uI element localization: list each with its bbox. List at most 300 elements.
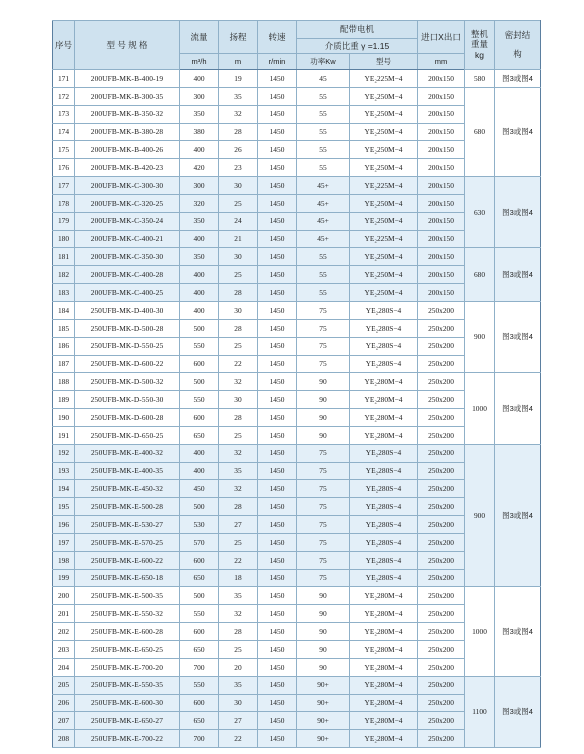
cell-speed: 1450 [258,587,297,605]
cell-speed: 1450 [258,391,297,409]
cell-power: 75 [297,480,350,498]
cell-seq: 189 [53,391,75,409]
cell-motor-model: YE₂280S−4 [350,462,418,480]
cell-head: 25 [219,337,258,355]
cell-flow: 400 [180,444,219,462]
cell-motor-model: YE₂280M−4 [350,623,418,641]
cell-seq: 178 [53,194,75,212]
cell-power: 75 [297,337,350,355]
cell-flow: 550 [180,337,219,355]
cell-power: 90 [297,623,350,641]
cell-model: 250UFB-MK-E-650-27 [75,712,180,730]
cell-motor-model: YE₂280M−4 [350,641,418,659]
cell-flow: 350 [180,248,219,266]
cell-speed: 1450 [258,462,297,480]
cell-speed: 1450 [258,730,297,748]
cell-motor-model: YE₂250M−4 [350,194,418,212]
cell-model: 250UFB-MK-E-600-28 [75,623,180,641]
cell-seq: 177 [53,177,75,195]
cell-speed: 1450 [258,480,297,498]
cell-power: 75 [297,551,350,569]
cell-motor-model: YE₂280M−4 [350,409,418,427]
cell-motor-model: YE₂280S−4 [350,498,418,516]
cell-flow: 420 [180,159,219,177]
header-power: 功率Kw [297,54,350,70]
cell-motor-model: YE₂250M−4 [350,141,418,159]
cell-model: 200UFB-MK-B-420-23 [75,159,180,177]
cell-flow: 400 [180,141,219,159]
cell-speed: 1450 [258,409,297,427]
table-row [53,373,541,391]
cell-model: 200UFB-MK-C-300-30 [75,177,180,195]
cell-model: 250UFB-MK-E-600-30 [75,694,180,712]
cell-motor-model: YE₂250M−4 [350,284,418,302]
cell-port: 200x150 [418,248,465,266]
header-port-unit: mm [418,54,465,70]
cell-flow: 600 [180,623,219,641]
cell-flow: 600 [180,551,219,569]
cell-head: 22 [219,551,258,569]
cell-head: 32 [219,480,258,498]
cell-speed: 1450 [258,694,297,712]
cell-seal: 图3或图4 [495,444,541,587]
cell-flow: 500 [180,319,219,337]
cell-weight: 580 [465,70,495,88]
header-model: 型 号 规 格 [75,21,180,70]
cell-head: 32 [219,105,258,123]
cell-speed: 1450 [258,516,297,534]
cell-head: 30 [219,248,258,266]
cell-flow: 300 [180,177,219,195]
cell-port: 250x200 [418,551,465,569]
cell-power: 55 [297,87,350,105]
cell-port: 250x200 [418,319,465,337]
cell-seq: 200 [53,587,75,605]
cell-head: 23 [219,159,258,177]
cell-flow: 300 [180,87,219,105]
cell-port: 250x200 [418,337,465,355]
cell-head: 25 [219,426,258,444]
cell-power: 55 [297,105,350,123]
cell-head: 28 [219,319,258,337]
cell-motor-model: YE₂225M−4 [350,230,418,248]
cell-port: 250x200 [418,658,465,676]
cell-power: 55 [297,159,350,177]
cell-head: 22 [219,730,258,748]
cell-port: 250x200 [418,712,465,730]
cell-seq: 194 [53,480,75,498]
cell-port: 250x200 [418,462,465,480]
table-row [53,248,541,266]
cell-port: 250x200 [418,516,465,534]
cell-port: 250x200 [418,301,465,319]
cell-port: 250x200 [418,569,465,587]
cell-head: 25 [219,194,258,212]
cell-motor-model: YE₂280S−4 [350,301,418,319]
cell-flow: 400 [180,230,219,248]
cell-speed: 1450 [258,498,297,516]
header-seal: 密封结构 [495,21,541,70]
cell-motor-model: YE₂250M−4 [350,87,418,105]
cell-seal: 图3或图4 [495,87,541,176]
cell-power: 90+ [297,730,350,748]
cell-seq: 190 [53,409,75,427]
cell-flow: 550 [180,605,219,623]
cell-speed: 1450 [258,337,297,355]
cell-power: 90+ [297,712,350,730]
table-row [53,587,541,605]
cell-model: 250UFB-MK-E-650-25 [75,641,180,659]
cell-motor-model: YE₂280S−4 [350,480,418,498]
cell-port: 250x200 [418,694,465,712]
cell-speed: 1450 [258,355,297,373]
cell-model: 250UFB-MK-E-650-18 [75,569,180,587]
cell-port: 200x150 [418,70,465,88]
cell-weight: 1000 [465,587,495,676]
cell-port: 200x150 [418,123,465,141]
cell-seal: 图3或图4 [495,676,541,747]
cell-model: 200UFB-MK-C-350-30 [75,248,180,266]
cell-motor-model: YE₂280M−4 [350,694,418,712]
cell-motor-model: YE₂280S−4 [350,533,418,551]
cell-model: 200UFB-MK-B-300-35 [75,87,180,105]
cell-motor-model: YE₂280M−4 [350,426,418,444]
cell-model: 200UFB-MK-B-400-26 [75,141,180,159]
cell-seq: 185 [53,319,75,337]
cell-speed: 1450 [258,533,297,551]
cell-seq: 204 [53,658,75,676]
cell-power: 90 [297,373,350,391]
table-row [53,177,541,195]
cell-seq: 191 [53,426,75,444]
cell-port: 200x150 [418,194,465,212]
cell-power: 90 [297,641,350,659]
cell-motor-model: YE₂280S−4 [350,551,418,569]
cell-seq: 182 [53,266,75,284]
cell-port: 250x200 [418,480,465,498]
cell-seq: 202 [53,623,75,641]
header-speed-unit: r/min [258,54,297,70]
cell-power: 45+ [297,194,350,212]
cell-weight: 1000 [465,373,495,444]
cell-motor-model: YE₂280M−4 [350,391,418,409]
cell-flow: 650 [180,426,219,444]
cell-speed: 1450 [258,712,297,730]
cell-speed: 1450 [258,319,297,337]
cell-flow: 500 [180,498,219,516]
table-header [53,21,541,70]
cell-speed: 1450 [258,177,297,195]
cell-flow: 530 [180,516,219,534]
header-head: 扬程 [219,21,258,54]
cell-power: 75 [297,498,350,516]
cell-head: 30 [219,694,258,712]
header-port: 进口X出口 [418,21,465,54]
cell-seal: 图3或图4 [495,177,541,248]
header-motor: 配带电机 [297,21,418,39]
cell-speed: 1450 [258,605,297,623]
cell-speed: 1450 [258,266,297,284]
cell-seq: 199 [53,569,75,587]
cell-power: 45+ [297,177,350,195]
cell-power: 75 [297,533,350,551]
cell-motor-model: YE₂280S−4 [350,516,418,534]
cell-port: 200x150 [418,177,465,195]
cell-model: 250UFB-MK-D-500-32 [75,373,180,391]
cell-flow: 400 [180,462,219,480]
cell-head: 26 [219,141,258,159]
cell-power: 90+ [297,676,350,694]
cell-speed: 1450 [258,551,297,569]
cell-motor-model: YE₂280S−4 [350,444,418,462]
cell-seq: 195 [53,498,75,516]
cell-seal: 图3或图4 [495,587,541,676]
cell-flow: 700 [180,730,219,748]
cell-flow: 600 [180,409,219,427]
cell-port: 250x200 [418,623,465,641]
cell-motor-model: YE₂280M−4 [350,676,418,694]
cell-flow: 500 [180,587,219,605]
cell-power: 55 [297,284,350,302]
cell-seq: 183 [53,284,75,302]
cell-port: 250x200 [418,355,465,373]
cell-port: 250x200 [418,641,465,659]
cell-port: 250x200 [418,498,465,516]
cell-power: 55 [297,266,350,284]
cell-seal: 图3或图4 [495,373,541,444]
cell-head: 21 [219,230,258,248]
cell-seq: 188 [53,373,75,391]
cell-seq: 193 [53,462,75,480]
cell-model: 250UFB-MK-D-550-30 [75,391,180,409]
cell-port: 200x150 [418,141,465,159]
cell-head: 22 [219,355,258,373]
cell-model: 200UFB-MK-C-400-28 [75,266,180,284]
cell-speed: 1450 [258,569,297,587]
cell-seq: 203 [53,641,75,659]
cell-port: 250x200 [418,587,465,605]
cell-seq: 201 [53,605,75,623]
cell-seq: 184 [53,301,75,319]
cell-port: 200x150 [418,266,465,284]
cell-motor-model: YE₂250M−4 [350,123,418,141]
cell-power: 55 [297,123,350,141]
cell-seal: 图3或图4 [495,70,541,88]
cell-model: 250UFB-MK-E-700-22 [75,730,180,748]
cell-power: 90 [297,658,350,676]
cell-flow: 320 [180,194,219,212]
cell-port: 250x200 [418,533,465,551]
cell-model: 250UFB-MK-D-550-25 [75,337,180,355]
cell-motor-model: YE₂250M−4 [350,159,418,177]
header-medium: 介质比重 γ =1.15 [297,39,418,54]
cell-flow: 700 [180,658,219,676]
cell-port: 200x150 [418,87,465,105]
cell-power: 90 [297,426,350,444]
cell-power: 55 [297,248,350,266]
cell-flow: 350 [180,212,219,230]
cell-head: 35 [219,587,258,605]
cell-seq: 208 [53,730,75,748]
cell-head: 32 [219,373,258,391]
cell-seq: 172 [53,87,75,105]
cell-flow: 600 [180,694,219,712]
cell-model: 250UFB-MK-D-650-25 [75,426,180,444]
cell-motor-model: YE₂225M−4 [350,70,418,88]
cell-seq: 180 [53,230,75,248]
cell-model: 200UFB-MK-C-400-25 [75,284,180,302]
cell-model: 250UFB-MK-D-500-28 [75,319,180,337]
cell-model: 250UFB-MK-E-500-35 [75,587,180,605]
cell-model: 250UFB-MK-E-500-28 [75,498,180,516]
cell-speed: 1450 [258,676,297,694]
cell-power: 75 [297,355,350,373]
cell-power: 55 [297,141,350,159]
cell-motor-model: YE₂250M−4 [350,266,418,284]
cell-head: 28 [219,498,258,516]
header-motor-model: 型号 [350,54,418,70]
cell-flow: 400 [180,266,219,284]
cell-head: 27 [219,516,258,534]
cell-speed: 1450 [258,623,297,641]
cell-head: 28 [219,284,258,302]
cell-model: 250UFB-MK-D-600-28 [75,409,180,427]
cell-motor-model: YE₂280S−4 [350,319,418,337]
cell-power: 45 [297,70,350,88]
cell-seq: 187 [53,355,75,373]
cell-motor-model: YE₂280M−4 [350,730,418,748]
cell-model: 250UFB-MK-E-550-32 [75,605,180,623]
cell-motor-model: YE₂250M−4 [350,248,418,266]
cell-port: 250x200 [418,426,465,444]
cell-motor-model: YE₂225M−4 [350,177,418,195]
cell-seq: 198 [53,551,75,569]
cell-model: 250UFB-MK-E-600-22 [75,551,180,569]
cell-speed: 1450 [258,230,297,248]
cell-speed: 1450 [258,284,297,302]
cell-head: 35 [219,676,258,694]
cell-weight: 630 [465,177,495,248]
cell-flow: 400 [180,284,219,302]
cell-flow: 400 [180,301,219,319]
cell-motor-model: YE₂280S−4 [350,569,418,587]
cell-speed: 1450 [258,194,297,212]
cell-model: 200UFB-MK-C-320-25 [75,194,180,212]
cell-head: 20 [219,658,258,676]
cell-weight: 680 [465,87,495,176]
cell-flow: 570 [180,533,219,551]
cell-head: 25 [219,533,258,551]
cell-speed: 1450 [258,444,297,462]
cell-head: 25 [219,641,258,659]
cell-port: 250x200 [418,444,465,462]
cell-head: 28 [219,409,258,427]
cell-model: 250UFB-MK-D-600-22 [75,355,180,373]
cell-motor-model: YE₂280S−4 [350,355,418,373]
cell-seq: 192 [53,444,75,462]
cell-motor-model: YE₂280M−4 [350,658,418,676]
cell-seq: 174 [53,123,75,141]
cell-power: 90 [297,587,350,605]
cell-power: 75 [297,569,350,587]
cell-model: 250UFB-MK-E-550-35 [75,676,180,694]
cell-speed: 1450 [258,141,297,159]
cell-head: 32 [219,605,258,623]
cell-power: 90 [297,391,350,409]
cell-flow: 500 [180,373,219,391]
cell-speed: 1450 [258,105,297,123]
cell-head: 19 [219,70,258,88]
cell-speed: 1450 [258,212,297,230]
cell-port: 200x150 [418,212,465,230]
cell-head: 35 [219,87,258,105]
table-body [53,70,541,748]
table-row [53,444,541,462]
cell-flow: 450 [180,480,219,498]
cell-model: 250UFB-MK-E-400-32 [75,444,180,462]
cell-speed: 1450 [258,373,297,391]
cell-power: 90 [297,605,350,623]
cell-head: 28 [219,623,258,641]
cell-seq: 181 [53,248,75,266]
cell-model: 200UFB-MK-C-400-21 [75,230,180,248]
cell-port: 250x200 [418,605,465,623]
cell-speed: 1450 [258,426,297,444]
cell-port: 250x200 [418,730,465,748]
cell-flow: 650 [180,712,219,730]
cell-port: 250x200 [418,676,465,694]
cell-seq: 179 [53,212,75,230]
cell-speed: 1450 [258,123,297,141]
cell-speed: 1450 [258,159,297,177]
cell-seq: 173 [53,105,75,123]
cell-port: 250x200 [418,373,465,391]
table-row [53,87,541,105]
cell-flow: 600 [180,355,219,373]
cell-port: 200x150 [418,159,465,177]
cell-power: 75 [297,462,350,480]
cell-seq: 197 [53,533,75,551]
pump-spec-table [52,20,541,748]
cell-speed: 1450 [258,70,297,88]
cell-flow: 550 [180,676,219,694]
cell-head: 32 [219,444,258,462]
cell-port: 200x150 [418,284,465,302]
cell-weight: 1100 [465,676,495,747]
cell-seq: 175 [53,141,75,159]
cell-speed: 1450 [258,87,297,105]
cell-weight: 900 [465,444,495,587]
cell-seal: 图3或图4 [495,248,541,302]
cell-flow: 650 [180,569,219,587]
cell-power: 90 [297,409,350,427]
cell-flow: 350 [180,105,219,123]
cell-power: 75 [297,319,350,337]
cell-motor-model: YE₂250M−4 [350,212,418,230]
cell-head: 30 [219,391,258,409]
cell-head: 30 [219,177,258,195]
cell-power: 45+ [297,230,350,248]
cell-power: 90+ [297,694,350,712]
cell-model: 200UFB-MK-B-380-28 [75,123,180,141]
cell-model: 250UFB-MK-D-400-30 [75,301,180,319]
cell-speed: 1450 [258,658,297,676]
cell-seq: 186 [53,337,75,355]
cell-power: 75 [297,516,350,534]
cell-model: 250UFB-MK-E-570-25 [75,533,180,551]
cell-seq: 171 [53,70,75,88]
cell-motor-model: YE₂250M−4 [350,105,418,123]
